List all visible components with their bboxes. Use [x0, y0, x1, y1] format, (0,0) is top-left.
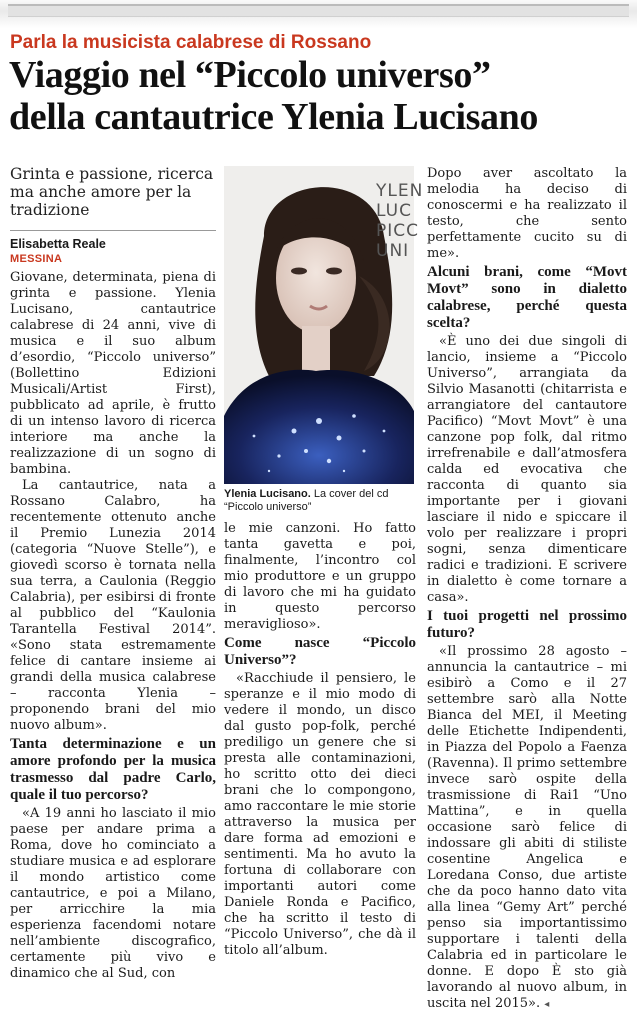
paragraph-text: «Il prossimo 28 agosto – annuncia la cantautrice – mi esibirò a Como e il 27 settembre sarò alla Notte Bianca del MEI, il Meeting delle Etichette Indipendenti, in Piazza del Popolo a Faenza (Ravenna). Il primo settembre invece sarò ospite della trasmissione di Rai1 “Uno Mattina”, e in quella occasione sarò felice di indossare gli abiti di stiliste cosentine Angelica e Loredana Conso, due artiste che da poco hanno dato vita alla linea “Gemy Art” perché penso sia importantissimo supportare i talenti della Calabria ed in particolare le donne. E dopo È sto già lavorando al nuovo album, in uscita nel 2015». — [427, 644, 627, 1011]
subtitle-divider — [10, 230, 216, 231]
subtitle: Grinta e passione, ricerca ma anche amore per la tradizione — [10, 165, 214, 219]
interview-question: Alcuni brani, come “Movt Movt” sono in dialetto calabrese, perché questa scelta? — [427, 264, 627, 331]
dateline-city: MESSINA — [10, 253, 63, 265]
paragraph: Giovane, determinata, piena di grinta e passione. Ylenia Lucisano, cantautrice calabrese di 24 anni, vive di musica e il suo album d’esordio, “Piccolo universo” (Bollettino Edizioni Musicali/Artist First), pubblicato ad aprile, è frutto di un intenso lavoro di ricerca interiore ma anche la realizzazione di un sogno di bambina. — [10, 270, 216, 477]
caption-text: La cover del cd “Piccolo universo” — [224, 488, 389, 513]
paragraph: La cantautrice, nata a Rossano Calabro, ha recentemente ottenuto anche il Premio Lunezia 2014 (categoria “Nuove Stelle”), e giovedì scorso è tornata nella sua terra, a Caulonia (Reggio Calabria), per esibirsi di fronte al pubblico del “Kaulonia Tarantella Festival 2014”. «Sono stata estremamente felice di cantare insieme ai grandi della musica calabrese – racconta Ylenia – proponendo brani del mio nuovo album». — [10, 478, 216, 733]
cover-text-line: PICC — [376, 221, 420, 241]
paragraph: «Racchiude il pensiero, le speranze e il mio modo di vedere il mondo, un disco dal gusto pop-folk, perché prediligo un genere che si presta alle contaminazioni, ho scritto otto dei dieci brani che lo compongono, amo raccontare le mie storie attraverso la musica per dare forma ad emozioni e sentimenti. Ma ho avuto la fortuna di collaborare con importanti autori come Daniele Ronda e Pacifico, che ha scritto il testo di “Piccolo Universo”, che dà il titolo all’album. — [224, 671, 416, 958]
interview-question: I tuoi progetti nel prossimo futuro? — [427, 608, 627, 641]
headline-line-2: della cantautrice Ylenia Lucisano — [9, 96, 538, 138]
author: Elisabetta Reale — [10, 237, 106, 251]
end-mark-icon: ◂ — [544, 999, 550, 1010]
column-3 — [427, 166, 627, 1013]
headline-line-1: Viaggio nel “Piccolo universo” — [9, 54, 491, 96]
cover-text-line: LUC — [376, 201, 412, 221]
interview-question: Tanta determinazione e un amore profondo per la musica trasmesso dal padre Carlo, quale il tuo percorso? — [10, 736, 216, 803]
paragraph — [427, 644, 627, 1013]
cover-text-line: YLEN — [376, 181, 424, 201]
album-cover-photo — [224, 166, 424, 484]
column-1 — [10, 270, 216, 982]
photo-caption — [224, 488, 416, 514]
paragraph: Dopo aver ascoltato la melodia ha deciso di conoscermi e ha realizzato il testo, che sento perfettamente cucito su di me». — [427, 166, 627, 261]
portrait-illustration — [224, 166, 424, 484]
interview-question: Come nasce “Piccolo Universo”? — [224, 635, 416, 668]
kicker: Parla la musicista calabrese di Rossano — [10, 32, 372, 53]
column-2 — [224, 521, 416, 959]
paragraph: «A 19 anni ho lasciato il mio paese per andare prima a Roma, dove ho cominciato a studiare musica e ad esplorare il mondo artistico come cantautrice, e poi a Milano, per arricchire la mia esperienza facendomi notare nell’ambiente discografico, certamente più vivo e dinamico che al Sud, con — [10, 806, 216, 981]
caption-name: Ylenia Lucisano. — [224, 488, 311, 500]
paragraph: «È uno dei due singoli di lancio, insieme a “Piccolo Universo”, arrangiata da Silvio Masanotti (chitarrista e arrangiatore del cantautore Pacifico) “Movt Movt” è una canzone pop folk, dal ritmo irrefrenabile e dall’atmosfera calda ed evocativa che racconta di quanto sia importante per i giovani lasciare il nido e spiccare il volo per realizzare i propri sogni, senza dimenticare radici e tradizioni. E scrivere in dialetto è come tornare a casa». — [427, 334, 627, 605]
top-border — [0, 0, 637, 28]
cover-text-line: UNI — [376, 241, 410, 261]
paragraph: le mie canzoni. Ho fatto tanta gavetta e poi, finalmente, l’incontro col mio produttore e un gruppo di lavoro che mi ha guidato in questo percorso meraviglioso». — [224, 521, 416, 632]
headline — [9, 54, 631, 138]
